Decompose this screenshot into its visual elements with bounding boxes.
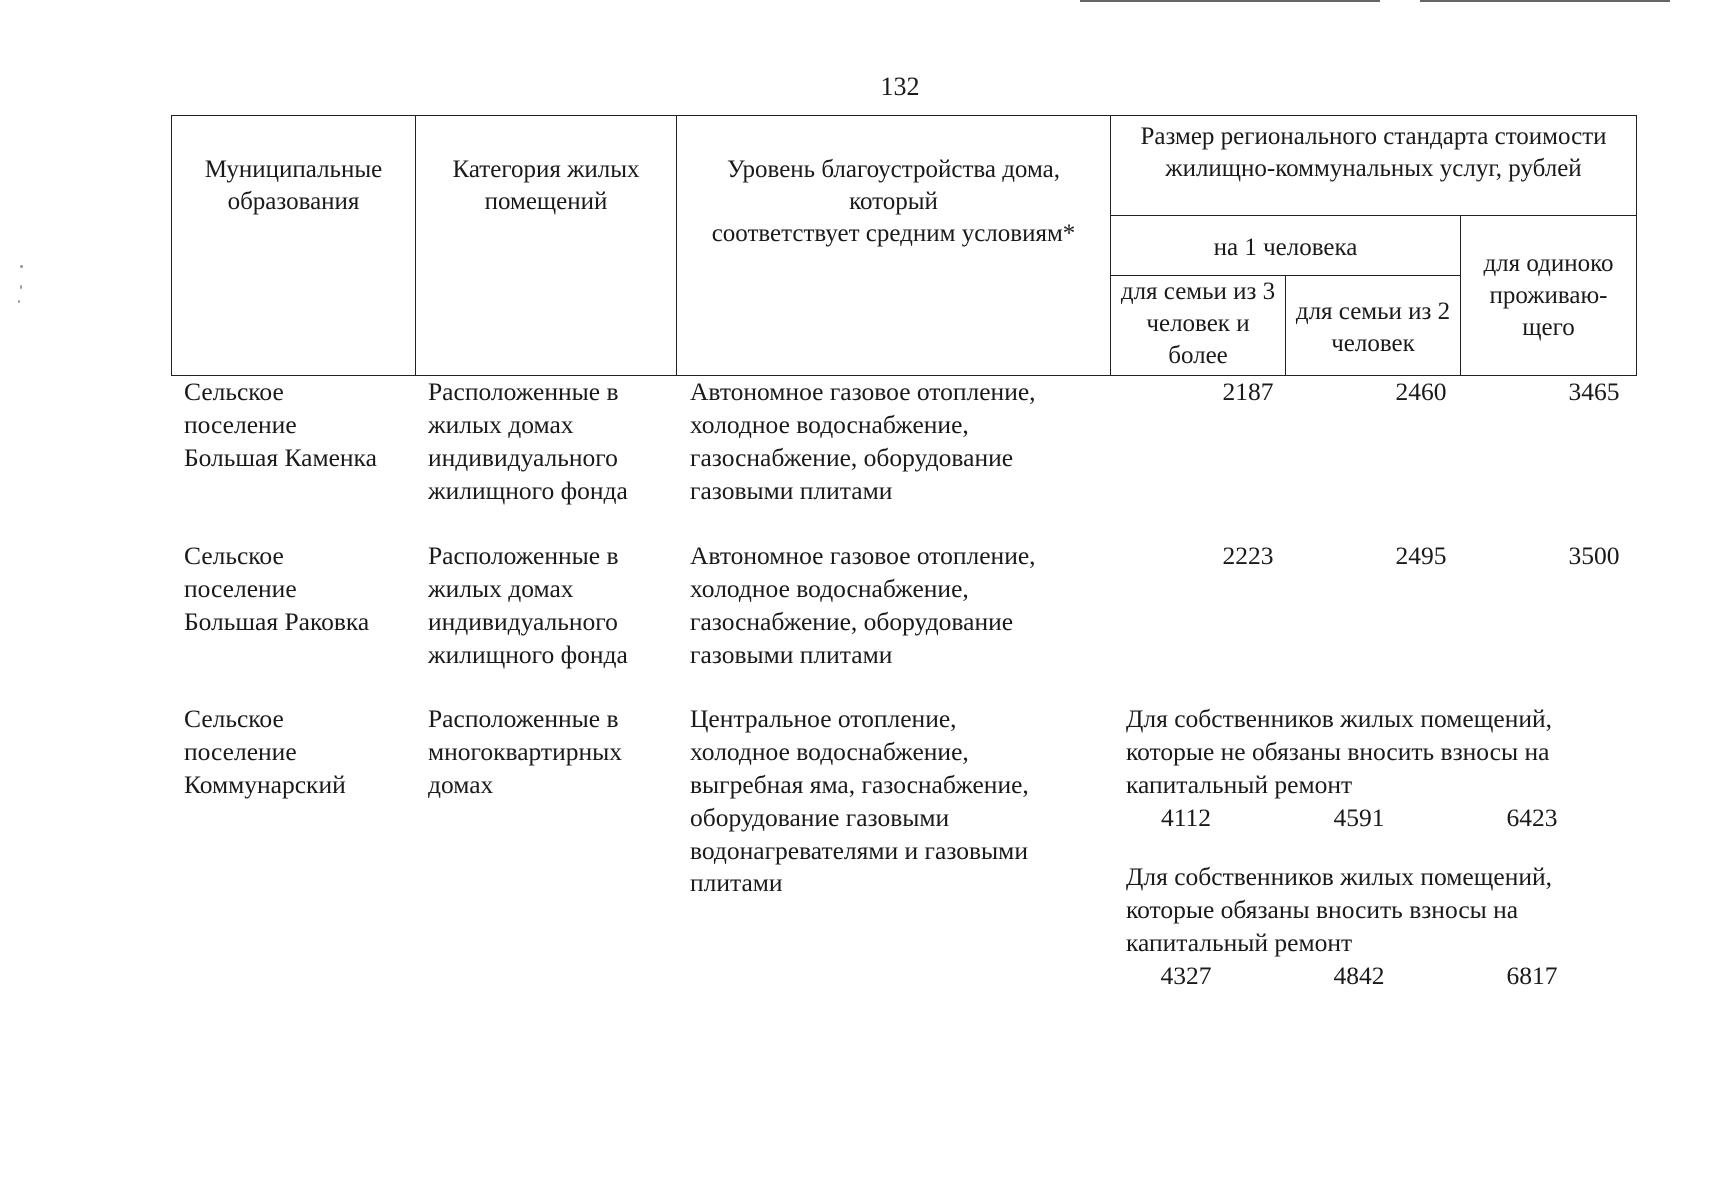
municipality-line: Большая Каменка bbox=[184, 442, 377, 472]
level-line: плитами bbox=[690, 868, 783, 898]
level-line: Центральное отопление, bbox=[690, 704, 957, 733]
level-line: Автономное газовое отопление, bbox=[690, 377, 1036, 406]
level-line: газовыми плитами bbox=[690, 639, 893, 669]
category-line: жилых домах bbox=[428, 409, 574, 439]
municipality-line: Большая Раковка bbox=[184, 606, 370, 636]
category-line: жилых домах bbox=[428, 573, 574, 603]
level-cell bbox=[690, 540, 1090, 672]
scan-edge-line bbox=[1080, 0, 1380, 2]
municipality-line: Сельское bbox=[184, 704, 284, 733]
value-single: 3465 bbox=[1568, 377, 1620, 406]
category-cell bbox=[428, 540, 678, 672]
level-line: холодное водоснабжение, bbox=[690, 736, 969, 766]
header-level-line2: соответствует средним условиям* bbox=[711, 220, 1076, 247]
owners-values-row bbox=[1126, 960, 1646, 992]
category-cell bbox=[428, 376, 678, 508]
value-family-3: 4327 bbox=[1160, 960, 1212, 990]
owners-note-line: Для собственников жилых помещений, bbox=[1126, 704, 1553, 733]
value-family-3: 2187 bbox=[1222, 377, 1274, 406]
level-line: водонагревателями и газовыми bbox=[690, 835, 1028, 865]
owners-obliged-block bbox=[1126, 861, 1646, 992]
value-family-2: 4591 bbox=[1333, 802, 1385, 832]
value-family-3: 4112 bbox=[1160, 802, 1212, 832]
value-single: 6423 bbox=[1506, 802, 1558, 832]
municipality-line: поселение bbox=[184, 573, 297, 603]
municipality-line: Коммунарский bbox=[184, 769, 346, 799]
value-family-2: 2460 bbox=[1395, 377, 1447, 406]
level-cell bbox=[690, 376, 1090, 508]
category-line: жилищного фонда bbox=[428, 639, 628, 669]
header-standard-size: Размер регионального стандарта стоимости жилищно-коммунальных услуг, рублей bbox=[1111, 116, 1637, 216]
value-family-2: 2495 bbox=[1395, 541, 1447, 570]
category-line: Расположенные в bbox=[428, 704, 619, 733]
header-level bbox=[677, 116, 1111, 376]
municipality-line: поселение bbox=[184, 736, 297, 766]
table-header bbox=[171, 115, 1637, 376]
level-line: оборудование газовыми bbox=[690, 802, 950, 832]
value-family-2: 4842 bbox=[1333, 960, 1385, 990]
header-single: для одиноко проживаю-щего bbox=[1461, 216, 1637, 376]
level-cell bbox=[690, 703, 1090, 900]
municipality-line: поселение bbox=[184, 409, 297, 439]
category-line: жилищного фонда bbox=[428, 475, 628, 505]
municipality-line: Сельское bbox=[184, 541, 284, 570]
category-line: Расположенные в bbox=[428, 541, 619, 570]
level-line: газовыми плитами bbox=[690, 475, 893, 505]
scan-speck bbox=[18, 300, 20, 303]
owners-note-line: которые обязаны вносить взносы на bbox=[1126, 894, 1519, 924]
header-category: Категория жилых помещений bbox=[416, 116, 677, 376]
header-family-2: для семьи из 2 человек bbox=[1286, 276, 1461, 376]
municipality-cell bbox=[184, 703, 419, 802]
category-line: домах bbox=[428, 769, 494, 799]
page-number: 132 bbox=[880, 72, 920, 101]
scan-speck bbox=[20, 265, 23, 268]
owners-not-obliged-block bbox=[1126, 703, 1646, 834]
level-line: газоснабжение, оборудование bbox=[690, 606, 1014, 636]
header-per-person: на 1 человека bbox=[1111, 216, 1461, 276]
value-single: 3500 bbox=[1568, 541, 1620, 570]
category-line: Расположенные в bbox=[428, 377, 619, 406]
level-line: холодное водоснабжение, bbox=[690, 573, 969, 603]
level-line: Автономное газовое отопление, bbox=[690, 541, 1036, 570]
header-family-3: для семьи из 3 человек и более bbox=[1111, 276, 1286, 376]
scan-speck bbox=[20, 285, 22, 289]
municipality-cell bbox=[184, 376, 419, 475]
header-municipalities: Муниципальные образования bbox=[172, 116, 416, 376]
category-line: многоквартирных bbox=[428, 736, 623, 766]
level-line: газоснабжение, оборудование bbox=[690, 442, 1014, 472]
municipality-cell bbox=[184, 540, 419, 639]
scan-edge-line bbox=[1420, 0, 1670, 2]
category-line: индивидуального bbox=[428, 606, 618, 636]
category-cell bbox=[428, 703, 678, 802]
owners-note-line: капитальный ремонт bbox=[1126, 769, 1353, 799]
level-line: холодное водоснабжение, bbox=[690, 409, 969, 439]
header-level-line1: Уровень благоустройства дома, который bbox=[727, 156, 1060, 215]
level-line: выгребная яма, газоснабжение, bbox=[690, 769, 1029, 799]
owners-note-line: Для собственников жилых помещений, bbox=[1126, 862, 1553, 891]
owners-values-row bbox=[1126, 802, 1646, 834]
owners-note-line: которые не обязаны вносить взносы на bbox=[1126, 736, 1550, 766]
owners-note-line: капитальный ремонт bbox=[1126, 927, 1353, 957]
value-single: 6817 bbox=[1506, 960, 1558, 990]
category-line: индивидуального bbox=[428, 442, 618, 472]
value-family-3: 2223 bbox=[1222, 541, 1274, 570]
municipality-line: Сельское bbox=[184, 377, 284, 406]
